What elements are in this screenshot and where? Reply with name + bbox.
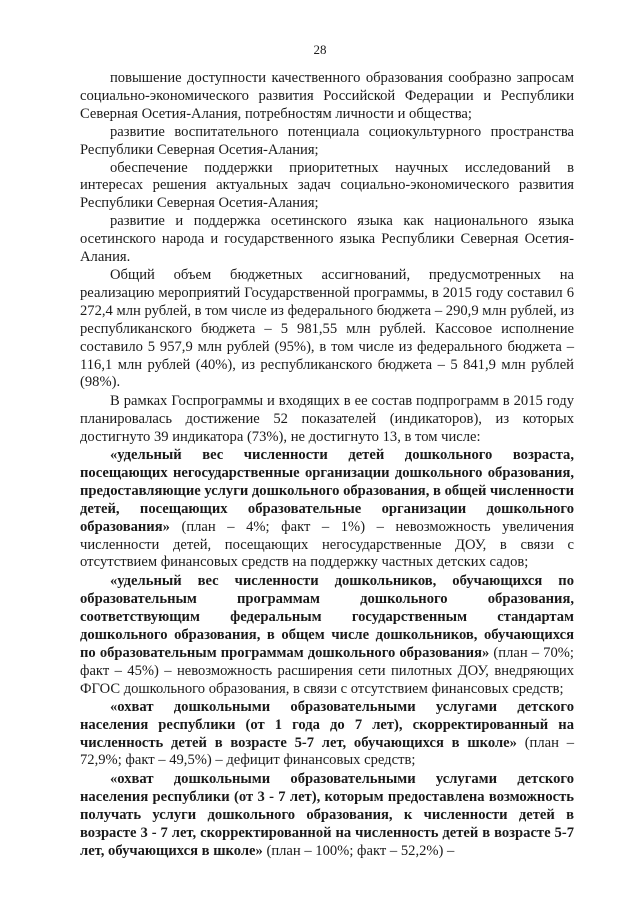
indicator-title: «охват дошкольными образовательными услугами детского населения республики (от 1 года до 7 лет), скорректированный на численность детей в возрасте 5-7 лет, обучающихся в школе» xyxy=(80,698,574,751)
indicator-paragraph-3 xyxy=(80,699,574,771)
document-body xyxy=(80,70,574,861)
indicator-title: «удельный вес численности дошкольников, обучающихся по образовательным программам дошкольного образования, соответствующим федеральным государственным стандартам дошкольного образования, в общем числе дошкольников, обучающихся по образовательным программам дошкольного образования» xyxy=(80,573,574,661)
indicator-result: (план – 72,9%; факт – 49,5%) – дефицит финансовых средств; xyxy=(80,734,574,769)
indicator-paragraph-2 xyxy=(80,573,574,698)
indicator-paragraph-1 xyxy=(80,447,574,572)
paragraph-goal-3: обеспечение поддержки приоритетных научных исследований в интересах решения актуальных задач социально-экономического развития Республики Северная Осетия-Алания; xyxy=(80,159,574,212)
paragraph-goal-1: повышение доступности качественного образования сообразно запросам социально-экономического развития Российской Федерации и Республики Северная Осетия-Алания, потребностям личности и общества; xyxy=(80,70,574,122)
paragraph-budget: Общий объем бюджетных ассигнований, предусмотренных на реализацию мероприятий Государственной программы, в 2015 году составил 6 272,4 млн рублей, в том числе из федерального бюджета – 290,9 млн рублей, из республиканского бюджета – 5 981,55 млн рублей. Кассовое исполнение составило 5 957,9 млн рублей (95%), в том числе из федерального бюджета – 116,1 млн рублей (40%), из республиканского бюджета – 5 841,9 млн рублей (98%). xyxy=(80,266,574,391)
indicator-result: (план – 100%; факт – 52,2%) – xyxy=(262,842,455,859)
page-number: 28 xyxy=(313,42,327,57)
indicator-result: (план – 4%; факт – 1%) – невозможность увеличения численности детей, посещающих негосударственные ДОУ, в связи с отсутствием финансовых средств на поддержку частных детских садов; xyxy=(80,518,574,571)
paragraph-goal-2: развитие воспитательного потенциала социокультурного пространства Республики Северная Осетия-Алания; xyxy=(80,123,574,158)
indicator-paragraph-4 xyxy=(80,771,574,861)
indicator-result: (план – 70%; факт – 45%) – невозможность расширения сети пилотных ДОУ, внедряющих ФГОС дошкольного образования, в связи с отсутствием финансовых средств; xyxy=(80,645,574,697)
paragraph-goal-4: развитие и поддержка осетинского языка как национального языка осетинского народа и государственного языка Республики Северная Осетия-Алания. xyxy=(80,213,574,266)
indicator-title: «охват дошкольными образовательными услугами детского населения республики (от 3 - 7 лет), которым предоставлена возможность получать услуги дошкольного образования, к численности детей в возрасте 3 - 7 лет, скорректированной на численность детей в возрасте 5-7 лет, обучающихся в школе» xyxy=(80,771,574,859)
indicator-title: «удельный вес численности детей дошкольного возраста, посещающих негосударственные организации дошкольного образования, предоставляющие услуги дошкольного образования, в общей численности детей, посещающих образовательные организации дошкольного образования» xyxy=(80,447,574,535)
paragraph-indicators-intro: В рамках Госпрограммы и входящих в ее состав подпрограмм в 2015 году планировалась достижение 52 показателей (индикаторов), из которых достигнуто 39 индикатора (73%), не достигнуто 13, в том числе: xyxy=(80,393,574,446)
